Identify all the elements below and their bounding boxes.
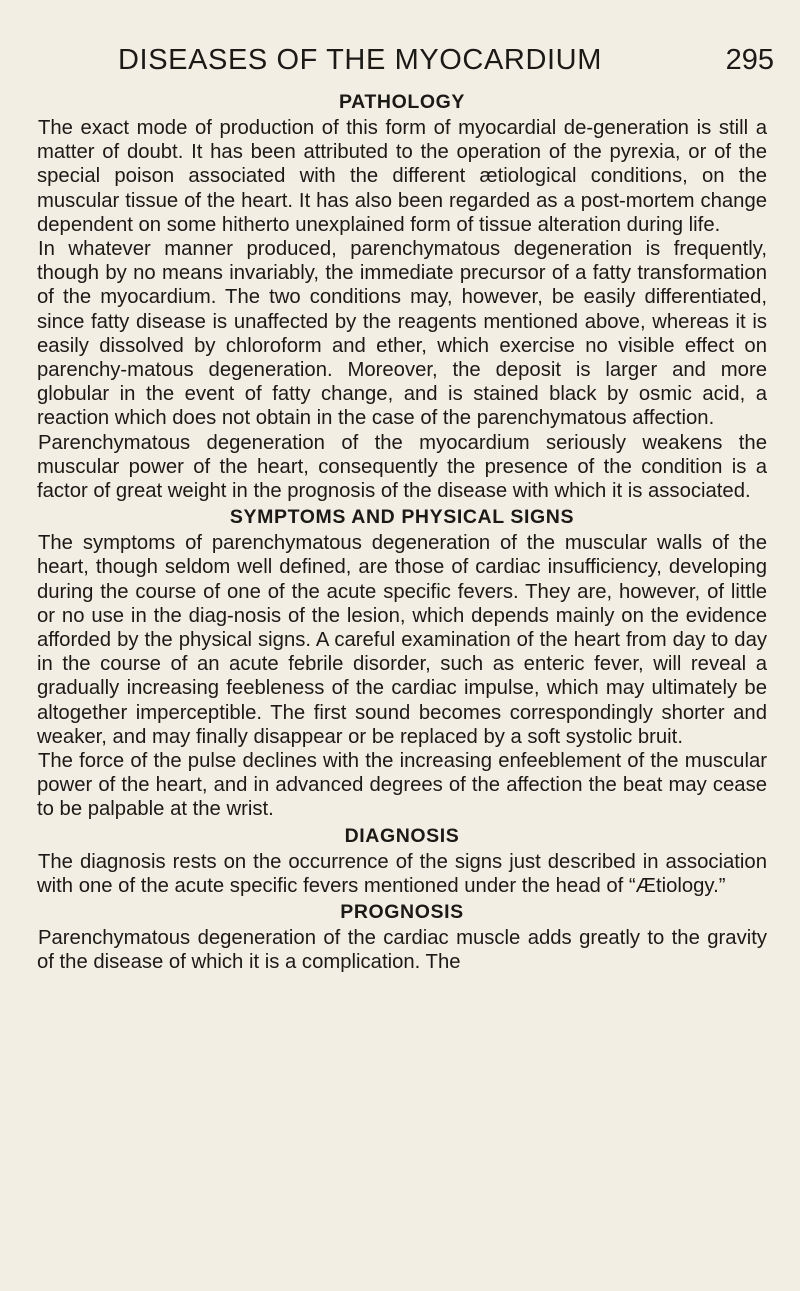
heading-pathology: PATHOLOGY: [338, 91, 465, 113]
pathology-paragraph-1: The exact mode of production of this form of myocardial de-generation is still a matter of doubt. It has been attributed to the operation of the pyrexia, or of the special poison associated with the different ætiological conditions, on the muscular tissue of the heart. It has also been regarded as a post-mortem change dependent on some hitherto unexplained form of tissue alteration during life.: [37, 117, 767, 236]
heading-symptoms-and-physical-signs: SYMPTOMS AND PHYSICAL SIGNS: [229, 506, 575, 529]
pathology-paragraph-2: In whatever manner produced, parenchymatous degeneration is frequently, though by no means invariably, the immediate precursor of a fatty transformation of the myocardium. The two conditions may, however, be easily differentiated, since fatty disease is unaffected by the reagents mentioned above, whereas it is easily dissolved by chloroform and ether, which exercise no visible effect on parenchy-matous degeneration. Moreover, the deposit is larger and more globular in the event of fatty change, and is stained black by osmic acid, a reaction which does not obtain in the case of the parenchymatous affection.: [37, 238, 767, 430]
prognosis-paragraph: Parenchymatous degeneration of the cardiac muscle adds greatly to the gravity of the disease of which it is a complication. The: [37, 927, 767, 974]
symptoms-paragraph-2: The force of the pulse declines with the increasing enfeeblement of the muscular power of the heart, and in advanced degrees of the affection the beat may cease to be palpable at the wrist.: [37, 750, 767, 821]
running-head: [0, 38, 800, 82]
running-title: DISEASES OF THE MYOCARDIUM: [118, 44, 602, 76]
heading-prognosis: PROGNOSIS: [340, 901, 464, 924]
heading-diagnosis: DIAGNOSIS: [344, 824, 460, 847]
symptoms-paragraph-1: The symptoms of parenchymatous degeneration of the muscular walls of the heart, though seldom well defined, are those of cardiac insufficiency, developing during the course of one of the acute specific fevers. They are, however, of little or no use in the diag-nosis of the lesion, which depends mainly on the evidence afforded by the physical signs. A careful examination of the heart from day to day in the course of an acute febrile disorder, such as enteric fever, will reveal a gradually increasing feebleness of the cardiac impulse, which may ultimately be altogether imperceptible. The first sound becomes correspondingly shorter and weaker, and may finally disappear or be replaced by a soft systolic bruit.: [37, 532, 767, 748]
page-body: [37, 88, 767, 975]
diagnosis-paragraph: The diagnosis rests on the occurrence of the signs just described in association with one of the acute specific fevers mentioned under the head of “Ætiology.”: [37, 850, 767, 897]
page-number: 295: [725, 44, 774, 76]
pathology-paragraph-3: Parenchymatous degeneration of the myocardium seriously weakens the muscular power of the heart, consequently the presence of the condition is a factor of great weight in the prognosis of the disease with which it is associated.: [37, 431, 767, 503]
